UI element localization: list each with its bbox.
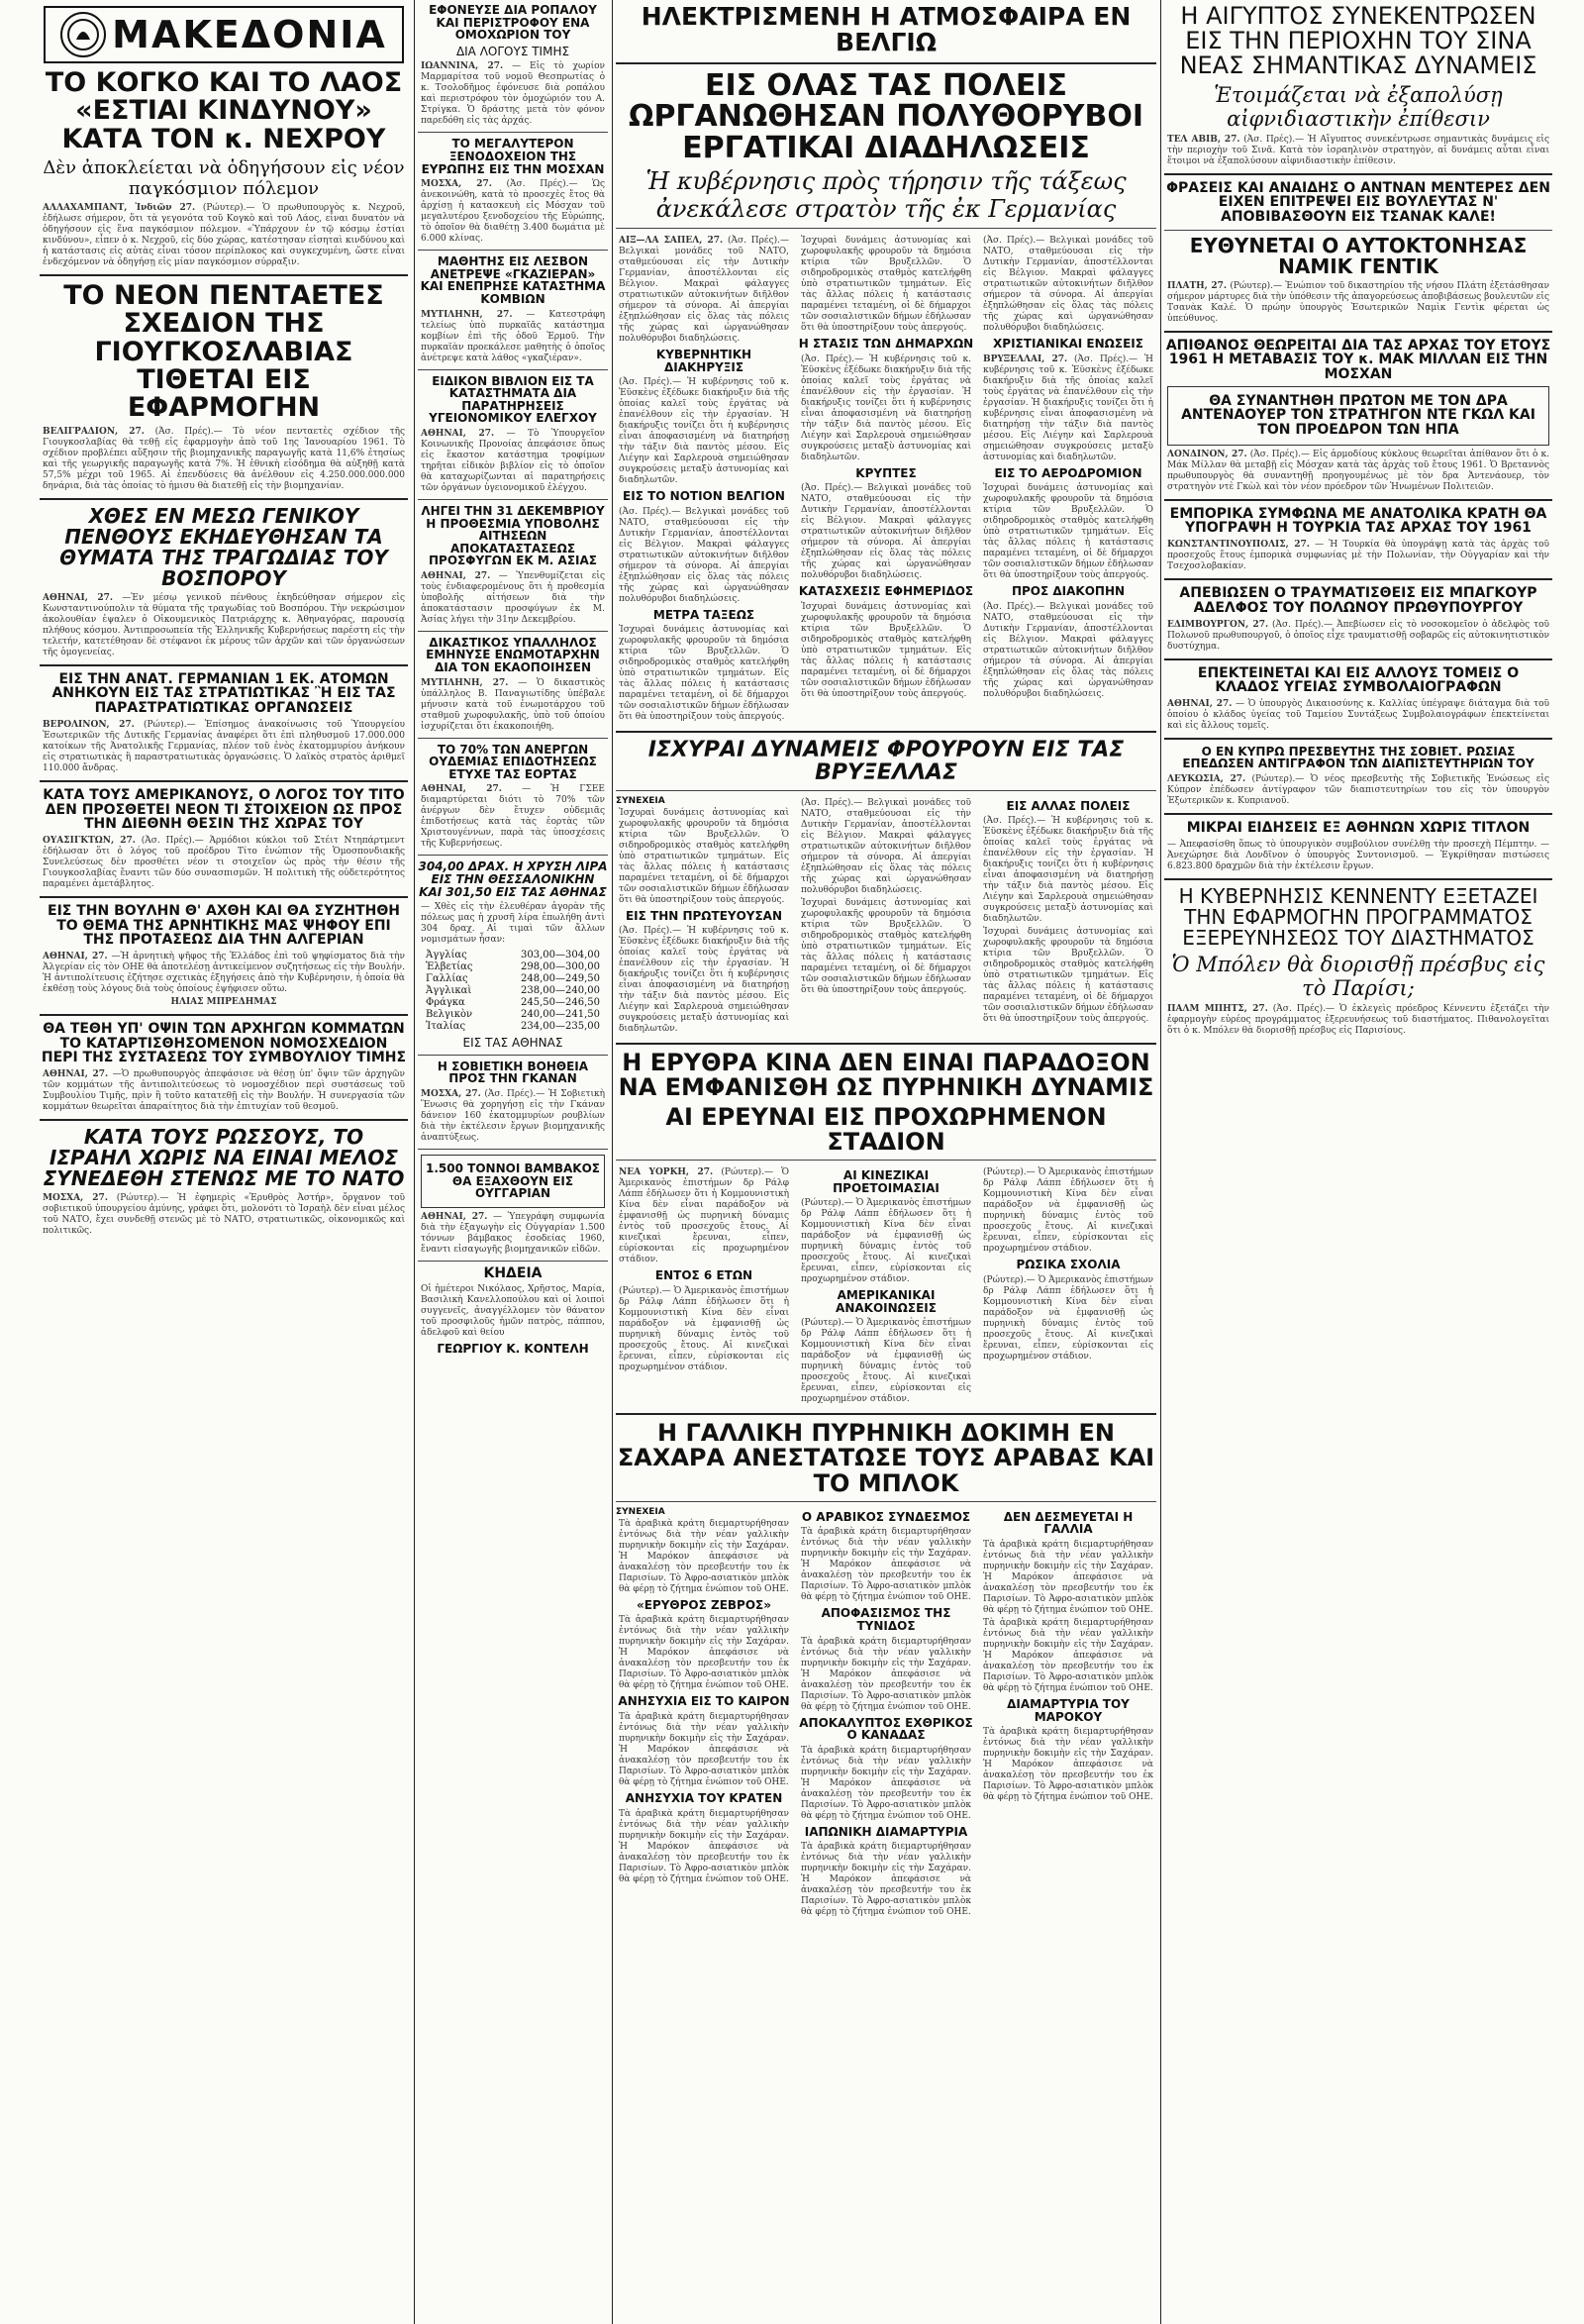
divider (616, 1043, 1156, 1045)
price-table (426, 950, 600, 1033)
divider (616, 1501, 1156, 1502)
headline: ΗΛΕΚΤΡΙΣΜΕΝΗ Η ΑΤΜΟΣΦΑΙΡΑ ΕΝ ΒΕΛΓΙΩ (641, 2, 1132, 57)
headline: ΤΟ ΚΟΓΚΟ ΚΑΙ ΤΟ ΛΑΟΣ «ΕΣΤΙΑΙ ΚΙΝΔΥΝΟΥ» ΚΑΤΑ ΤΟΝ κ. ΝΕΧΡΟΥ (45, 67, 403, 154)
article-text: — Χθὲς εἰς τὴν ἐλευθέραν ἀγορὰν τῆς πόλεως μας ἡ χρυσῆ λίρα ἐπωλήθη ἀντὶ 304 δραχ. Αἱ τιμαὶ τῶν ἄλλων νομισμάτων ἦσαν: (421, 902, 605, 946)
section-heading: ΙΑΠΩΝΙΚΗ ΔΙΑΜΑΡΤΥΡΙΑ (804, 1824, 968, 1839)
article-text: (Ρώυτερ).— Ὁ Ἀμερικανὸς ἐπιστήμων δρ Ράλφ Λάππ ἐδήλωσεν ὅτι ἡ Κομμουνιστικὴ Κίνα δὲν εἶναι παράδοξον νὰ ἐμφανισθῇ ὡς πυρηνικὴ δύναμις ἐντὸς τοῦ προσεχοῦς ἔτους. Αἱ κινεζικαὶ ἔρευναι, εἶπεν, εὑρίσκονται εἰς προχωρημένον στάδιον. (801, 1198, 971, 1285)
article-text: Ἰσχυραὶ δυνάμεις ἀστυνομίας καὶ χωροφυλακῆς φρουροῦν τὰ δημόσια κτίρια τῶν Βρυξελλῶν. Ὁ σιδηροδρομικὸς σταθμὸς κατελήφθη ὑπὸ στρατιωτικῶν τμημάτων. Εἰς τὰς ἄλλας πόλεις ἡ κατάστασις παραμένει τεταμένη, οἱ δὲ δήμαρχοι τῶν σοσιαλιστικῶν δήμων ἐδήλωσαν ὅτι θὰ ὑποστηρίξουν τοὺς ἀπεργούς. (801, 236, 971, 333)
section-heading: ΡΩΣΙΚΑ ΣΧΟΛΙΑ (1016, 1257, 1121, 1271)
boxed-notice (421, 1155, 605, 1208)
divider (616, 228, 1156, 229)
column-1 (40, 0, 408, 2324)
article-text: ΤΕΛ ΑΒΙΒ, 27. (Ἀσ. Πρές).— Ἡ Αἴγυπτος συνεκέντρωσε σημαντικὰς δυνάμεις εἰς τὴν περιοχὴν τοῦ Σινᾶ. Κατὰ τὸν ἰσραηλινὸν στρατηγὸν, αἱ δυνάμεις αὗται εἶναι ἕτοιμοι νὰ ἐξαπολύσουν αἰφνιδιαστικὴν ἐπίθεσιν. (1167, 134, 1549, 166)
article-column (980, 234, 1156, 725)
section-label: ΕΙΣ ΤΑΣ ΑΘΗΝΑΣ (462, 1036, 563, 1051)
headline: ΧΘΕΣ ΕΝ ΜΕΣΩ ΓΕΝΙΚΟΥ ΠΕΝΘΟΥΣ ΕΚΗΔΕΥΘΗΣΑΝ ΤΑ ΘΥΜΑΤΑ ΤΗΣ ΤΡΑΓΩΔΙΑΣ ΤΟΥ ΒΟΣΠΟΡΟΥ (59, 503, 388, 590)
article-text: ΒΡΥΞΕΛΛΑΙ, 27. (Ἀσ. Πρές).— Ἡ κυβέρνησις τοῦ κ. Ἐϋσκὲνς ἐξέδωκε διακήρυξιν διὰ τῆς ὁποίας καλεῖ τοὺς ἐργάτας νὰ ἐπανέλθουν εἰς τὴν ἐργασίαν. Ἡ διακήρυξις τονίζει ὅτι ἡ κυβέρνησις εἶναι ἀποφασισμένη νὰ διατηρήσῃ τὴν τάξιν διὰ παντὸς μέσου. Εἰς Λιέγην καὶ Σαρλερουὰ σημειώθησαν συγκρούσεις μεταξὺ ἀστυνομίας καὶ διαδηλωτῶν. (983, 354, 1153, 462)
emblem-icon (60, 12, 106, 57)
article-text: (Ρώυτερ).— Ὁ Ἀμερικανὸς ἐπιστήμων δρ Ράλφ Λάππ ἐδήλωσεν ὅτι ἡ Κομμουνιστικὴ Κίνα δὲν εἶναι παράδοξον νὰ ἐμφανισθῇ ὡς πυρηνικὴ δύναμις ἐντὸς τοῦ προσεχοῦς ἔτους. Αἱ κινεζικαὶ ἔρευναι, εἶπεν, εὑρίσκονται εἰς προχωρημένον στάδιον. (983, 1274, 1153, 1362)
divider (40, 498, 408, 500)
article-text: (Ἀσ. Πρές).— Βελγικαὶ μονάδες τοῦ ΝΑΤΟ, σταθμεύουσαι εἰς τὴν Δυτικὴν Γερμανίαν, ἀποστέλλονται εἰς Βέλγιον. Μακραὶ φάλαγγες στρατιωτικῶν αὐτοκινήτων διῆλθον σήμερον τὰ σύνορα. Αἱ ἀπεργίαι ἐξηπλώθησαν εἰς ὅλας τὰς πόλεις τῆς χώρας καὶ ὡργανώθησαν πολυθόρυβοι διαδηλώσεις. (801, 483, 971, 581)
article-text: ΕΔΙΜΒΟΥΡΓΟΝ, 27. (Ἀσ. Πρές).— Ἀπεβίωσεν εἰς τὸ νοσοκομεῖον ὁ ἀδελφὸς τοῦ Πολωνοῦ πρωθυπουργοῦ, ὁ ὁποῖος εἶχε τραυματισθῇ σοβαρῶς εἰς αὐτοκινητιστικὸν δυστύχημα. (1167, 619, 1549, 652)
article-text: ΑΙΞ—ΛΑ ΣΑΠΕΛ, 27. (Ἀσ. Πρές).— Βελγικαὶ μονάδες τοῦ ΝΑΤΟ, σταθμεύουσαι εἰς τὴν Δυτικὴν Γερμανίαν, ἀποστέλλονται εἰς Βέλγιον. Μακραὶ φάλαγγες στρατιωτικῶν αὐτοκινήτων διῆλθον σήμερον τὰ σύνορα. Αἱ ἀπεργίαι ἐξηπλώθησαν εἰς ὅλας τὰς πόλεις τῆς χώρας καὶ ὡργανώθησαν πολυθόρυβοι διαδηλώσεις. (619, 236, 789, 344)
column-4 (1164, 0, 1552, 2324)
masthead (44, 6, 404, 63)
section-heading: ΧΡΙΣΤΙΑΝΙΚΑΙ ΕΝΩΣΕΙΣ (993, 337, 1143, 351)
article-text: ΑΘΗΝΑΙ, 27. — Ὑπενθυμίζεται εἰς τοὺς ἐνδιαφερομένους ὅτι ἡ προθεσμία ὑποβολῆς αἰτήσεων διὰ τὴν ἀποκατάστασιν προσφύγων ἐκ Μ. Ἀσίας λήγει τὴν 31ην Δεκεμβρίου. (421, 570, 605, 625)
price-row: Ἀγγλικαὶ 238,00—240,00 (426, 985, 600, 997)
divider (616, 1160, 1156, 1161)
article-text: ΒΕΛΙΓΡΑΔΙΟΝ, 27. (Ἀσ. Πρές).— Τὸ νέον πενταετὲς σχέδιον τῆς Γιουγκοσλαβίας θὰ τεθῇ εἰς ἐφαρμογὴν ἀπὸ τοῦ 1ης Ἰανουαρίου 1961. Τὸ σχέδιον προβλέπει αὔξησιν τῆς βιομηχανικῆς παραγωγῆς κατὰ 11,6% ἐτησίως καὶ τῆς γεωργικῆς παραγωγῆς κατὰ 7%. Ἡ ἐθνικὴ εἰσόδημα θὰ αὐξηθῇ κατὰ 57,5% μέχρι τοῦ 1965. Αἱ ἐπενδύσεις θὰ ἀνέλθουν εἰς 4.250.000.000.000 δηνάρια, διὰ τὰς ὁποίας τὸ ἡμισυ θὰ διατεθῇ εἰς τὴν βιομηχανίαν. (43, 426, 406, 491)
divider (418, 855, 608, 856)
headline: ΕΙΣ ΤΗΝ ΒΟΥΛΗΝ Θ' ΑΧΘΗ ΚΑΙ ΘΑ ΣΥΖΗΤΗΘΗ ΤΟ ΘΕΜΑ ΤΗΣ ΑΡΝΗΤΙΚΗΣ ΜΑΣ ΨΗΦΟΥ ΕΠΙ ΤΗΣ ΠΡΟΤΑΣΕΩΣ ΔΙΑ ΤΗΝ ΑΛΓΕΡΙΑΝ (48, 902, 400, 949)
subheadline: Δὲν ἀποκλείεται νὰ ὁδηγήσουν εἰς νέον παγκόσμιον πόλεμον (43, 157, 405, 200)
divider (40, 274, 408, 276)
article-text: (Ρώυτερ).— Ὁ Ἀμερικανὸς ἐπιστήμων δρ Ράλφ Λάππ ἐδήλωσεν ὅτι ἡ Κομμουνιστικὴ Κίνα δὲν εἶναι παράδοξον νὰ ἐμφανισθῇ ὡς πυρηνικὴ δύναμις ἐντὸς τοῦ προσεχοῦς ἔτους. Αἱ κινεζικαὶ ἔρευναι, εἶπεν, εὑρίσκονται εἰς προχωρημένον στάδιον. (619, 1285, 789, 1372)
article-text: ΜΥΤΙΛΗΝΗ, 27. — Κατεστράφη τελείως ὑπὸ πυρκαϊᾶς κατάστημα κομβίων ἐπὶ τῆς ὁδοῦ Ἐρμοῦ. Τὴν πυρκαϊὰν προεκάλεσε μαθητὴς ὁ ὁποῖος ἀνέτρεψε κατὰ λάθος «γκαζιέραν». (421, 309, 605, 363)
section-heading: Ο ΑΡΑΒΙΚΟΣ ΣΥΝΔΕΣΜΟΣ (801, 1509, 971, 1524)
section-heading: «ΕΡΥΘΡΟΣ ΖΕΒΡΟΣ» (637, 1597, 771, 1612)
article-text: (Ἀσ. Πρές).— Βελγικαὶ μονάδες τοῦ ΝΑΤΟ, σταθμεύουσαι εἰς τὴν Δυτικὴν Γερμανίαν, ἀποστέλλονται εἰς Βέλγιον. Μακραὶ φάλαγγες στρατιωτικῶν αὐτοκινήτων διῆλθον σήμερον τὰ σύνορα. Αἱ ἀπεργίαι ἐξηπλώθησαν εἰς ὅλας τὰς πόλεις τῆς χώρας καὶ ὡργανώθησαν πολυθόρυβοι διαδηλώσεις. (983, 601, 1153, 699)
article-text: (Ρώυτερ).— Ὁ Ἀμερικανὸς ἐπιστήμων δρ Ράλφ Λάππ ἐδήλωσεν ὅτι ἡ Κομμουνιστικὴ Κίνα δὲν εἶναι παράδοξον νὰ ἐμφανισθῇ ὡς πυρηνικὴ δύναμις ἐντὸς τοῦ προσεχοῦς ἔτους. Αἱ κινεζικαὶ ἔρευναι, εἶπεν, εὑρίσκονται εἰς προχωρημένον στάδιον. (801, 1318, 971, 1405)
section-heading: ΑΝΗΣΥΧΙΑ ΕΙΣ ΤΟ ΚΑΙΡΟΝ (618, 1694, 790, 1709)
headline: ΘΑ ΣΥΝΑΝΤΗΘΗ ΠΡΩΤΟΝ ΜΕ ΤΟΝ ΔΡΑ ΑΝΤΕΝΑΟΥΕΡ ΤΟΝ ΣΤΡΑΤΗΓΟΝ ΝΤΕ ΓΚΩΛ ΚΑΙ ΤΟΝ ΠΡΟΕΔΡΟΝ ΤΩΝ ΗΠΑ (1181, 392, 1535, 439)
article-text: Ἰσχυραὶ δυνάμεις ἀστυνομίας καὶ χωροφυλακῆς φρουροῦν τὰ δημόσια κτίρια τῶν Βρυξελλῶν. Ὁ σιδηροδρομικὸς σταθμὸς κατελήφθη ὑπὸ στρατιωτικῶν τμημάτων. Εἰς τὰς ἄλλας πόλεις ἡ κατάστασις παραμένει τεταμένη, οἱ δὲ δήμαρχοι τῶν σοσιαλιστικῶν δήμων ἐδήλωσαν ὅτι θὰ ὑποστηρίξουν τοὺς ἀπεργούς. (801, 601, 971, 699)
article-column (798, 796, 974, 1038)
section-heading: Η ΣΤΑΣΙΣ ΤΩΝ ΔΗΜΑΡΧΩΝ (798, 337, 974, 351)
headline: ΙΣΧΥΡΑΙ ΔΥΝΑΜΕΙΣ ΦΡΟΥΡΟΥΝ ΕΙΣ ΤΑΣ ΒΡΥΞΕΛΛΑΣ (647, 738, 1125, 786)
column-divider (612, 0, 613, 2324)
article-text: Τὰ ἀραβικὰ κράτη διεμαρτυρήθησαν ἐντόνως διὰ τὴν νέαν γαλλικὴν πυρηνικὴν δοκιμὴν εἰς τὴν Σαχάραν. Ἡ Μαρόκον ἀπεφάσισε νὰ ἀνακαλέσῃ τὸν πρεσβευτήν του ἐκ Παρισίων. Τὸ Ἀφρο-ασιατικὸν μπλὸκ θὰ φέρῃ τὸ ζήτημα ἐνώπιον τοῦ ΟΗΕ. (983, 1618, 1153, 1694)
headline: Η ΣΟΒΙΕΤΙΚΗ ΒΟΗΘΕΙΑ ΠΡΟΣ ΤΗΝ ΓΚΑΝΑΝ (437, 1059, 589, 1086)
section-heading: ΑΠΟΦΑΣΙΣΜΟΣ ΤΗΣ ΤΥΝΙΔΟΣ (821, 1606, 951, 1634)
continuation-label: ΣΥΝΕΧΕΙΑ (616, 795, 665, 806)
article-text: ΙΩΑΝΝΙΝΑ, 27. — Εἰς τὸ χωρίον Μαρμαρίτσα τοῦ νομοῦ Θεσπρωτίας ὁ κ. Τσολοδῆμος ἐφόνευσε διὰ ροπάλου καὶ περιστρόφου τὸν ὁμοχώριόν του Α. Στρίγκα. Ὁ δράστης μετὰ τὸν φόνον παρεδόθη εἰς τὰς ἀρχάς. (421, 61, 605, 127)
article-text: ΑΘΗΝΑΙ, 27. — Ὑπεγράφη συμφωνία διὰ τὴν ἐξαγωγὴν εἰς Οὐγγαρίαν 1.500 τόννων βάμβακος ἐσοδείας 1960, ἔναντι εἰσαγωγῆς βιομηχανικῶν εἰδῶν. (421, 1211, 605, 1255)
article-columns (616, 234, 1156, 725)
headline: 304,00 ΔΡΑΧ. Η ΧΡΥΣΗ ΛΙΡΑ ΕΙΣ ΤΗΝ ΘΕΣΣΑΛΟΝΙΚΗΝ ΚΑΙ 301,50 ΕΙΣ ΤΑΣ ΑΘΗΝΑΣ (418, 859, 608, 899)
divider (616, 731, 1156, 733)
divider (418, 631, 608, 632)
article-text: ΜΥΤΙΛΗΝΗ, 27. — Ὁ δικαστικὸς ὑπάλληλος Β. Παναγιωτίδης ὑπέβαλε μήνυσιν κατὰ τοῦ ἐνωμοτάρχου τοῦ σταθμοῦ χωροφυλακῆς, ὑπὸ τοῦ ὁποίου ἰσχυρίζεται ὅτι ἐκακοποιήθη. (421, 677, 605, 732)
headline: Η ΑΙΓΥΠΤΟΣ ΣΥΝΕΚΕΝΤΡΩΣΕΝ ΕΙΣ ΤΗΝ ΠΕΡΙΟΧΗΝ ΤΟΥ ΣΙΝΑ ΝΕΑΣ ΣΗΜΑΝΤΙΚΑΣ ΔΥΝΑΜΕΙΣ (1179, 2, 1537, 80)
section-heading: ΑΙ ΚΙΝΕΖΙΚΑΙ ΠΡΟΕΤΟΙΜΑΣΙΑΙ (833, 1167, 940, 1195)
article-text: Τὰ ἀραβικὰ κράτη διεμαρτυρήθησαν ἐντόνως διὰ τὴν νέαν γαλλικὴν πυρηνικὴν δοκιμὴν εἰς τὴν Σαχάραν. Ἡ Μαρόκον ἀπεφάσισε νὰ ἀνακαλέσῃ τὸν πρεσβευτήν του ἐκ Παρισίων. Τὸ Ἀφρο-ασιατικὸν μπλὸκ θὰ φέρῃ τὸ ζήτημα ἐνώπιον τοῦ ΟΗΕ. (983, 1727, 1153, 1803)
article-text: Τὰ ἀραβικὰ κράτη διεμαρτυρήθησαν ἐντόνως διὰ τὴν νέαν γαλλικὴν πυρηνικὴν δοκιμὴν εἰς τὴν Σαχάραν. Ἡ Μαρόκον ἀπεφάσισε νὰ ἀνακαλέσῃ τὸν πρεσβευτήν του ἐκ Παρισίων. Τὸ Ἀφρο-ασιατικὸν μπλὸκ θὰ φέρῃ τὸ ζήτημα ἐνώπιον τοῦ ΟΗΕ. (619, 1808, 789, 1884)
article-text: (Ἀσ. Πρές).— Ἡ κυβέρνησις τοῦ κ. Ἐϋσκὲνς ἐξέδωκε διακήρυξιν διὰ τῆς ὁποίας καλεῖ τοὺς ἐργάτας νὰ ἐπανέλθουν εἰς τὴν ἐργασίαν. Ἡ διακήρυξις τονίζει ὅτι ἡ κυβέρνησις εἶναι ἀποφασισμένη νὰ διατηρήσῃ τὴν τάξιν διὰ παντὸς μέσου. Εἰς Λιέγην καὶ Σαρλερουὰ σημειώθησαν συγκρούσεις μεταξὺ ἀστυνομίας καὶ διαδηλωτῶν. (801, 354, 971, 462)
column-divider (414, 0, 415, 2324)
article-column (616, 1507, 792, 1921)
headline: Ο ΕΝ ΚΥΠΡΩ ΠΡΕΣΒΕΥΤΗΣ ΤΗΣ ΣΟΒΙΕΤ. ΡΩΣΙΑΣ ΕΠΕΔΩΣΕΝ ΑΝΤΙΓΡΑΦΟΝ ΤΩΝ ΔΙΑΠΙΣΤΕΥΤΗΡΙΩΝ ΤΟΥ (1182, 744, 1534, 771)
article-text: (Ρώυτερ).— Ὁ Ἀμερικανὸς ἐπιστήμων δρ Ράλφ Λάππ ἐδήλωσεν ὅτι ἡ Κομμουνιστικὴ Κίνα δὲν εἶναι παράδοξον νὰ ἐμφανισθῇ ὡς πυρηνικὴ δύναμις ἐντὸς τοῦ προσεχοῦς ἔτους. Αἱ κινεζικαὶ ἔρευναι, εἶπεν, εὑρίσκονται εἰς προχωρημένον στάδιον. (983, 1166, 1153, 1254)
price-row: Ἑλβετίας 298,00—300,00 (426, 961, 600, 973)
section-heading: ΚΡΥΠΤΕΣ (855, 465, 917, 480)
divider (1164, 173, 1552, 175)
article-text: (Ἀσ. Πρές).— Ἡ κυβέρνησις τοῦ κ. Ἐϋσκὲνς ἐξέδωκε διακήρυξιν διὰ τῆς ὁποίας καλεῖ τοὺς ἐργάτας νὰ ἐπανέλθουν εἰς τὴν ἐργασίαν. Ἡ διακήρυξις τονίζει ὅτι ἡ κυβέρνησις εἶναι ἀποφασισμένη νὰ διατηρήσῃ τὴν τάξιν διὰ παντὸς μέσου. Εἰς Λιέγην καὶ Σαρλερουὰ σημειώθησαν συγκρούσεις μεταξὺ ἀστυνομίας καὶ διαδηλωτῶν. (619, 926, 789, 1035)
price-row: Γαλλίας 248,00—249,50 (426, 973, 600, 985)
article-text: ΜΟΣΧΑ, 27. (Ρώυτερ).— Ἡ ἐφημερὶς «Ἐρυθρὸς Ἀστήρ», ὄργανον τοῦ σοβιετικοῦ ὑπουργείου ἀμύνης, γράφει ὅτι, μολονότι τὸ Ἰσραὴλ δὲν εἶναι μέλος τοῦ ΝΑΤΟ, ἔχει συνδεθῇ στενῶς μὲ τὸ ΝΑΤΟ, στρατιωτικῶς, οἰκονομικῶς καὶ πολιτικῶς. (43, 1193, 405, 1236)
article-column (616, 234, 792, 725)
article-text: ΒΕΡΟΛΙΝΟΝ, 27. (Ρώυτερ).— Ἐπίσημος ἀνακοίνωσις τοῦ Ὑπουργείου Ἐσωτερικῶν τῆς Δυτικῆς Γερμανίας ἀναφέρει ὅτι ἐπὶ πληθυσμοῦ 17.000.000 κατοίκων τῆς Ἀνατολικῆς Γερμανίας, πλέον τοῦ ἑνὸς ἑκατομμυρίου ἀνήκουν εἰς στρατιωτικὰς ἢ παραστρατιωτικὰς ὀργανώσεις. Ὁ λαϊκὸς στρατὸς ἀριθμεῖ 110.000 ἄνδρας. (43, 719, 405, 773)
byline: ΗΛΙΑΣ ΜΠΡΕΔΗΜΑΣ (170, 996, 277, 1007)
divider (616, 1413, 1156, 1415)
article-column (798, 1507, 974, 1921)
section-heading: ΠΡΟΣ ΔΙΑΚΟΠΗΝ (1011, 584, 1126, 599)
divider (418, 250, 608, 251)
divider (40, 1014, 408, 1016)
headline: ΑΠΙΘΑΝΟΣ ΘΕΩΡΕΙΤΑΙ ΔΙΑ ΤΑΣ ΑΡΧΑΣ ΤΟΥ ΕΤΟΥΣ 1961 Η ΜΕΤΑΒΑΣΙΣ ΤΟΥ κ. ΜΑΚ ΜΙΛΛΑΝ ΕΙΣ ΤΗΝ ΜΟΣΧΑΝ (1165, 337, 1551, 382)
article-column (980, 1165, 1156, 1407)
headline: ΑΠΕΒΙΩΣΕΝ Ο ΤΡΑΥΜΑΤΙΣΘΕΙΣ ΕΙΣ ΜΠΑΓΚΟΥΡ ΑΔΕΛΦΟΣ ΤΟΥ ΠΟΛΩΝΟΥ ΠΡΩΘΥΠΟΥΡΓΟΥ (1179, 585, 1537, 616)
article-column (980, 796, 1156, 1038)
section-heading: ΕΙΣ ΤΟ ΝΟΤΙΟΝ ΒΕΛΓΙΟΝ (623, 489, 785, 504)
masthead-title: ΜΑΚΕΔΟΝΙΑ (112, 13, 387, 56)
headline: ΕΥΘΥΝΕΤΑΙ Ο ΑΥΤΟΚΤΟΝΗΣΑΣ ΝΑΜΙΚ ΓΕΝΤΙΚ (1189, 233, 1528, 278)
article-text: ΛΟΝΔΙΝΟΝ, 27. (Ἀσ. Πρές).— Εἰς ἁρμοδίους κύκλους θεωρεῖται ἀπίθανον ὅτι ὁ κ. Μάκ Μίλλαν θὰ μεταβῇ εἰς Μόσχαν κατὰ τὰς ἀρχὰς τοῦ ἔτους 1961. Ὁ Βρεταννὸς πρωθυπουργὸς θὰ συναντηθῇ προηγουμένως μὲ τὸν δρα Ἀντενάουερ, τὸν στρατηγὸν ντὲ Γκὼλ καὶ τὸν νέον πρόεδρον τῶν Ἡνωμένων Πολιτειῶν. (1167, 449, 1549, 492)
article-text: ΝΕΑ ΥΟΡΚΗ, 27. (Ρώυτερ).— Ὁ Ἀμερικανὸς ἐπιστήμων δρ Ράλφ Λάππ ἐδήλωσεν ὅτι ἡ Κομμουνιστικὴ Κίνα δὲν εἶναι παράδοξον νὰ ἐμφανισθῇ ὡς πυρηνικὴ δύναμις ἐντὸς τοῦ προσεχοῦς ἔτους. Αἱ κινεζικαὶ ἔρευναι, εἶπεν, εὑρίσκονται εἰς προχωρημένον στάδιον. (619, 1166, 789, 1264)
section-heading: ΑΠΟΚΑΛΥΠΤΟΣ ΕΧΘΡΙΚΟΣ Ο ΚΑΝΑΔΑΣ (799, 1715, 973, 1743)
article-text: Ἰσχυραὶ δυνάμεις ἀστυνομίας καὶ χωροφυλακῆς φρουροῦν τὰ δημόσια κτίρια τῶν Βρυξελλῶν. Ὁ σιδηροδρομικὸς σταθμὸς κατελήφθη ὑπὸ στρατιωτικῶν τμημάτων. Εἰς τὰς ἄλλας πόλεις ἡ κατάστασις παραμένει τεταμένη, οἱ δὲ δήμαρχοι τῶν σοσιαλιστικῶν δήμων ἐδήλωσαν ὅτι θὰ ὑποστηρίξουν τοὺς ἀπεργούς. (619, 807, 789, 905)
headline: ΤΟ 70% ΤΩΝ ΑΝΕΡΓΩΝ ΟΥΔΕΜΙΑΣ ΕΠΙΔΟΤΗΣΕΩΣ ΕΤΥΧΕ ΤΑΣ ΕΟΡΤΑΣ (429, 742, 597, 781)
headline: ΕΙΣ ΟΛΑΣ ΤΑΣ ΠΟΛΕΙΣ ΩΡΓΑΝΩΘΗΣΑΝ ΠΟΛΥΘΟΡΥΒΟΙ ΕΡΓΑΤΙΚΑΙ ΔΙΑΔΗΛΩΣΕΙΣ (628, 67, 1144, 165)
article-text: ΚΩΝΣΤΑΝΤΙΝΟΥΠΟΛΙΣ, 27. — Ἡ Τουρκία θὰ ὑπογράψῃ κατὰ τὰς ἀρχὰς τοῦ προσεχοῦς ἔτους ἐμπορικὰ συμφωνίας μὲ τὴν Πολωνίαν, τὴν Οὐγγαρίαν καὶ τὴν Τσεχοσλοβακίαν. (1167, 540, 1549, 572)
divider (1164, 658, 1552, 660)
continuation-label: ΣΥΝΕΧΕΙΑ (616, 1506, 665, 1517)
subheadline: Ἑτοιμάζεται νὰ ἐξαπολύσῃ αἰφνιδιαστικὴν ἐπίθεσιν (1214, 82, 1503, 131)
article-text: ΑΘΗΝΑΙ, 27. —Ὁ πρωθυπουργὸς ἀπεφάσισε νὰ θέσῃ ὑπ' ὄψιν τῶν ἀρχηγῶν τῶν κομμάτων τῆς ἀντιπολιτεύσεως τὸ νομοσχέδιον περὶ συστάσεως τοῦ Συμβουλίου Τιμῆς, πρὶν ἢ τοῦτο κατατεθῇ εἰς τὴν Βουλήν. Ἡ συνεργασία τῶν κομμάτων θεωρεῖται ἀπαραίτητος διὰ τὴν ἐπιτυχίαν τοῦ θεσμοῦ. (43, 1069, 405, 1112)
article-text: (Ἀσ. Πρές).— Βελγικαὶ μονάδες τοῦ ΝΑΤΟ, σταθμεύουσαι εἰς τὴν Δυτικὴν Γερμανίαν, ἀποστέλλονται εἰς Βέλγιον. Μακραὶ φάλαγγες στρατιωτικῶν αὐτοκινήτων διῆλθον σήμερον τὰ σύνορα. Αἱ ἀπεργίαι ἐξηπλώθησαν εἰς ὅλας τὰς πόλεις τῆς χώρας καὶ ὡργανώθησαν πολυθόρυβοι διαδηλώσεις. (619, 506, 789, 604)
section-heading: ΔΕΝ ΔΕΣΜΕΥΕΤΑΙ Η ΓΑΛΛΙΑ (1003, 1509, 1134, 1537)
column-divider (1160, 0, 1161, 2324)
boxed-headline (1167, 386, 1549, 446)
section-heading: ΑΜΕΡΙΚΑΝΙΚΑΙ ΑΝΑΚΟΙΝΩΣΕΙΣ (836, 1288, 937, 1315)
article-text: Τὰ ἀραβικὰ κράτη διεμαρτυρήθησαν ἐντόνως διὰ τὴν νέαν γαλλικὴν πυρηνικὴν δοκιμὴν εἰς τὴν Σαχάραν. Ἡ Μαρόκον ἀπεφάσισε νὰ ἀνακαλέσῃ τὸν πρεσβευτήν του ἐκ Παρισίων. Τὸ Ἀφρο-ασιατικὸν μπλὸκ θὰ φέρῃ τὸ ζήτημα ἐνώπιον τοῦ ΟΗΕ. (801, 1745, 971, 1821)
article-text: ΑΛΛΑΧΑΜΠΑΝΤ, Ἰνδιῶν 27. (Ρώυτερ).— Ὁ πρωθυπουργὸς κ. Νεχροῦ, ἐδήλωσε σήμερον, ὅτι τὰ γεγονότα τοῦ Κογκὸ καὶ τοῦ Λάος, εἶναι δυνατὸν νὰ ὁδηγήσουν εἰς ἕνα παγκόσμιον πόλεμον. «Ὑπάρχουν ἐν τῷ κόσμῳ ἑστίαι κινδύνου», εἶπεν ὁ κ. Νεχροῦ, εἰς δύο χώρας, κατέστησαν εἰσηταὶ κινδύνου καὶ ἡ κατάστασις εἰς αὐτὰς εἶναι τόσον περίπλοκος καὶ συγκεχυμένη, ὥστε εἶναι ἐνδεχόμενον νὰ ὁδηγήσῃ εἰς μίαν παγκόσμιον σύρραξιν. (43, 203, 405, 268)
article-text: — Ἀπεφασίσθη ὅπως τὸ ὑπουργικὸν συμβούλιον συνέλθῃ τὴν προσεχὴ Πέμπτην. — Ἀνεχώρησε διὰ Λονδῖνον ὁ ὑπουργὸς Συντονισμοῦ. — Ἐγκρίθησαν πιστώσεις 6.823.800 δραχμῶν διὰ τὴν ἐκτέλεσιν ἔργων. (1167, 839, 1549, 871)
headline: Η ΓΑΛΛΙΚΗ ΠΥΡΗΝΙΚΗ ΔΟΚΙΜΗ ΕΝ ΣΑΧΑΡΑ ΑΝΕΣΤΑΤΩΣΕ ΤΟΥΣ ΑΡΑΒΑΣ ΚΑΙ ΤΟ ΜΠΛΟΚ (617, 1419, 1155, 1497)
divider (418, 1261, 608, 1262)
article-text: ΠΛΑΤΗ, 27. (Ρώυτερ).— Ἐνώπιον τοῦ δικαστηρίου τῆς νήσου Πλάτη ἐξετάσθησαν σήμερον μάρτυρες διὰ τὴν ὑπόθεσιν τῆς ἀπαγορεύσεως ἀποβιβάσεως βουλευτῶν εἰς Τσανὰκ Καλέ. Ὁ πρώην ὑπουργὸς Ἐσωτερικῶν Ναμὶκ Γεντὶκ φέρεται ὡς ὑπεύθυνος. (1167, 280, 1549, 324)
headline: ΚΗΔΕΙΑ (483, 1264, 543, 1281)
price-row: Βελγικὸν 240,00—241,50 (426, 1009, 600, 1021)
article-text: Τὰ ἀραβικὰ κράτη διεμαρτυρήθησαν ἐντόνως διὰ τὴν νέαν γαλλικὴν πυρηνικὴν δοκιμὴν εἰς τὴν Σαχάραν. Ἡ Μαρόκον ἀπεφάσισε νὰ ἀνακαλέσῃ τὸν πρεσβευτήν του ἐκ Παρισίων. Τὸ Ἀφρο-ασιατικὸν μπλὸκ θὰ φέρῃ τὸ ζήτημα ἐνώπιον τοῦ ΟΗΕ. (619, 1518, 789, 1594)
headline: ΚΑΤΑ ΤΟΥΣ ΡΩΣΣΟΥΣ, ΤΟ ΙΣΡΑΗΛ ΧΩΡΙΣ ΝΑ ΕΙΝΑΙ ΜΕΛΟΣ ΣΥΝΕΔΕΘΗ ΣΤΕΝΩΣ ΜΕ ΤΟ ΝΑΤΟ (43, 1125, 405, 1190)
article-text: Ἰσχυραὶ δυνάμεις ἀστυνομίας καὶ χωροφυλακῆς φρουροῦν τὰ δημόσια κτίρια τῶν Βρυξελλῶν. Ὁ σιδηροδρομικὸς σταθμὸς κατελήφθη ὑπὸ στρατιωτικῶν τμημάτων. Εἰς τὰς ἄλλας πόλεις ἡ κατάστασις παραμένει τεταμένη, οἱ δὲ δήμαρχοι τῶν σοσιαλιστικῶν δήμων ἐδήλωσαν ὅτι θὰ ὑποστηρίξουν τοὺς ἀπεργούς. (983, 927, 1153, 1025)
headline: ΕΠΕΚΤΕΙΝΕΤΑΙ ΚΑΙ ΕΙΣ ΑΛΛΟΥΣ ΤΟΜΕΙΣ Ο ΚΛΑΔΟΣ ΥΓΕΙΑΣ ΣΥΜΒΟΛΑΙΟΓΡΑΦΩΝ (1197, 664, 1520, 696)
divider (1164, 499, 1552, 501)
divider (1164, 230, 1552, 231)
article-column (980, 1507, 1156, 1921)
price-row: Ἀγγλίας 303,00—304,00 (426, 950, 600, 961)
section-heading: ΚΥΒΕΡΝΗΤΙΚΗ ΔΙΑΚΗΡΥΞΙΣ (655, 348, 752, 374)
divider (616, 790, 1156, 791)
article-columns (616, 796, 1156, 1038)
divider (418, 499, 608, 500)
headline: ΛΗΓΕΙ ΤΗΝ 31 ΔΕΚΕΜΒΡΙΟΥ Η ΠΡΟΘΕΣΜΙΑ ΥΠΟΒΟΛΗΣ ΑΙΤΗΣΕΩΝ ΑΠΟΚΑΤΑΣΤΑΣΕΩΣ ΠΡΟΣΦΥΓΩΝ ΕΚ Μ. ΑΣΙΑΣ (421, 503, 605, 568)
article-text: Τὰ ἀραβικὰ κράτη διεμαρτυρήθησαν ἐντόνως διὰ τὴν νέαν γαλλικὴν πυρηνικὴν δοκιμὴν εἰς τὴν Σαχάραν. Ἡ Μαρόκον ἀπεφάσισε νὰ ἀνακαλέσῃ τὸν πρεσβευτήν του ἐκ Παρισίων. Τὸ Ἀφρο-ασιατικὸν μπλὸκ θὰ φέρῃ τὸ ζήτημα ἐνώπιον τοῦ ΟΗΕ. (619, 1615, 789, 1691)
divider (40, 664, 408, 666)
divider (418, 369, 608, 370)
article-text: Τὰ ἀραβικὰ κράτη διεμαρτυρήθησαν ἐντόνως διὰ τὴν νέαν γαλλικὴν πυρηνικὴν δοκιμὴν εἰς τὴν Σαχάραν. Ἡ Μαρόκον ἀπεφάσισε νὰ ἀνακαλέσῃ τὸν πρεσβευτήν του ἐκ Παρισίων. Τὸ Ἀφρο-ασιατικὸν μπλὸκ θὰ φέρῃ τὸ ζήτημα ἐνώπιον τοῦ ΟΗΕ. (801, 1527, 971, 1603)
center-section (616, 0, 1156, 2324)
article-text: (Ἀσ. Πρές).— Ἡ κυβέρνησις τοῦ κ. Ἐϋσκὲνς ἐξέδωκε διακήρυξιν διὰ τῆς ὁποίας καλεῖ τοὺς ἐργάτας νὰ ἐπανέλθουν εἰς τὴν ἐργασίαν. Ἡ διακήρυξις τονίζει ὅτι ἡ κυβέρνησις εἶναι ἀποφασισμένη νὰ διατηρήσῃ τὴν τάξιν διὰ παντὸς μέσου. Εἰς Λιέγην καὶ Σαρλερουὰ σημειώθησαν συγκρούσεις μεταξὺ ἀστυνομίας καὶ διαδηλωτῶν. (983, 816, 1153, 925)
article-text: ΑΘΗΝΑΙ, 27. — Ὁ ὑπουργὸς Δικαιοσύνης κ. Καλλίας ὑπέγραψε διάταγμα διὰ τοῦ ὁποίου ὁ κλάδος ὑγείας τοῦ Ταμείου Συντάξεως Συμβολαιογράφων ἐπεκτείνεται καὶ εἰς ἄλλους τομεῖς. (1167, 698, 1549, 731)
section-heading: ΕΝΤΟΣ 6 ΕΤΩΝ (654, 1267, 753, 1282)
article-column (616, 796, 792, 1038)
divider (40, 780, 408, 782)
subheadline: Ὁ Μπόλεν θὰ διορισθῇ πρέσβυς εἰς τὸ Παρίσι; (1171, 952, 1545, 1000)
divider (1164, 738, 1552, 740)
section-heading: ΔΙΑΜΑΡΤΥΡΙΑ ΤΟΥ ΜΑΡΟΚΟΥ (1007, 1697, 1130, 1724)
article-text: Τὰ ἀραβικὰ κράτη διεμαρτυρήθησαν ἐντόνως διὰ τὴν νέαν γαλλικὴν πυρηνικὴν δοκιμὴν εἰς τὴν Σαχάραν. Ἡ Μαρόκον ἀπεφάσισε νὰ ἀνακαλέσῃ τὸν πρεσβευτήν του ἐκ Παρισίων. Τὸ Ἀφρο-ασιατικὸν μπλὸκ θὰ φέρῃ τὸ ζήτημα ἐνώπιον τοῦ ΟΗΕ. (619, 1712, 789, 1788)
headline: Η ΕΡΥΘΡΑ ΚΙΝΑ ΔΕΝ ΕΙΝΑΙ ΠΑΡΑΔΟΞΟΝ ΝΑ ΕΜΦΑΝΙΣΘΗ ΩΣ ΠΥΡΗΝΙΚΗ ΔΥΝΑΜΙΣ (618, 1049, 1154, 1102)
headline: ΕΦΟΝΕΥΣΕ ΔΙΑ ΡΟΠΑΛΟΥ ΚΑΙ ΠΕΡΙΣΤΡΟΦΟΥ ΕΝΑ ΟΜΟΧΩΡΙΟΝ ΤΟΥ (429, 3, 597, 43)
headline: ΕΙΣ ΤΗΝ ΑΝΑΤ. ΓΕΡΜΑΝΙΑΝ 1 ΕΚ. ΑΤΟΜΩΝ ΑΝΗΚΟΥΝ ΕΙΣ ΤΑΣ ΣΤΡΑΤΙΩΤΙΚΑΣ Ἢ ΕΙΣ ΤΑΣ ΠΑΡΑΣΤΡΑΤΙΩΤΙΚΑΣ ΟΡΓΑΝΩΣΕΙΣ (51, 670, 396, 717)
article-text: Τὰ ἀραβικὰ κράτη διεμαρτυρήθησαν ἐντόνως διὰ τὴν νέαν γαλλικὴν πυρηνικὴν δοκιμὴν εἰς τὴν Σαχάραν. Ἡ Μαρόκον ἀπεφάσισε νὰ ἀνακαλέσῃ τὸν πρεσβευτήν του ἐκ Παρισίων. Τὸ Ἀφρο-ασιατικὸν μπλὸκ θὰ φέρῃ τὸ ζήτημα ἐνώπιον τοῦ ΟΗΕ. (801, 1636, 971, 1712)
section-heading: ΕΙΣ ΑΛΛΑΣ ΠΟΛΕΙΣ (1006, 798, 1131, 813)
headline: ΦΡΑΣΕΙΣ ΚΑΙ ΑΝΑΙΔΗΣ Ο ΑΝΤΝΑΝ ΜΕΝΤΕΡΕΣ ΔΕΝ ΕΙΧΕΝ ΕΠΙΤΡΕΨΕΙ ΕΙΣ ΒΟΥΛΕΥΤΑΣ Ν' ΑΠΟΒΙΒΑΣΘΟΥΝ ΕΙΣ ΤΣΑΝΑΚ ΚΑΛΕ! (1166, 179, 1550, 225)
subheadline: ΔΙΑ ΛΟΓΟΥΣ ΤΙΜΗΣ (455, 44, 570, 58)
divider (616, 62, 1156, 64)
section-heading: ΕΙΣ ΤΗΝ ΠΡΩΤΕΥΟΥΣΑΝ (625, 908, 782, 923)
article-text: Τὰ ἀραβικὰ κράτη διεμαρτυρήθησαν ἐντόνως διὰ τὴν νέαν γαλλικὴν πυρηνικὴν δοκιμὴν εἰς τὴν Σαχάραν. Ἡ Μαρόκον ἀπεφάσισε νὰ ἀνακαλέσῃ τὸν πρεσβευτήν του ἐκ Παρισίων. Τὸ Ἀφρο-ασιατικὸν μπλὸκ θὰ φέρῃ τὸ ζήτημα ἐνώπιον τοῦ ΟΗΕ. (983, 1540, 1153, 1616)
obituary-text: Οἱ ἡμέτεροι Νικόλαος, Χρῆστος, Μαρία, Βασιλικὴ Κανελλοπούλου καὶ οἱ λοιποὶ συγγενεῖς, ἀναγγέλλομεν τὸν θάνατον τοῦ προσφιλοῦς ἡμῶν πατρὸς, πάππου, ἀδελφοῦ καὶ θείου (421, 1284, 605, 1339)
divider (1164, 878, 1552, 880)
headline: ΜΑΘΗΤΗΣ ΕΙΣ ΛΕΣΒΟΝ ΑΝΕΤΡΕΨΕ «ΓΚΑΖΙΕΡΑΝ» ΚΑΙ ΕΝΕΠΡΗΣΕ ΚΑΤΑΣΤΗΜΑ ΚΟΜΒΙΩΝ (420, 254, 606, 306)
divider (1164, 813, 1552, 815)
divider (1164, 578, 1552, 580)
article-text: ΠΑΛΜ ΜΠΗΤΣ, 27. (Ἀσ. Πρές).— Ὁ ἐκλεγεὶς πρόεδρος Κέννεντυ ἐξετάζει τὴν ἐφαρμογὴν εὐρέος προγράμματος ἐξερευνήσεως τοῦ διαστήματος. Πιθανολογεῖται ὅτι ὁ κ. Μπόλεν θὰ διορισθῇ πρέσβυς εἰς Παρισίους. (1167, 1003, 1549, 1036)
article-text: (Ἀσ. Πρές).— Βελγικαὶ μονάδες τοῦ ΝΑΤΟ, σταθμεύουσαι εἰς τὴν Δυτικὴν Γερμανίαν, ἀποστέλλονται εἰς Βέλγιον. Μακραὶ φάλαγγες στρατιωτικῶν αὐτοκινήτων διῆλθον σήμερον τὰ σύνορα. Αἱ ἀπεργίαι ἐξηπλώθησαν εἰς ὅλας τὰς πόλεις τῆς χώρας καὶ ὡργανώθησαν πολυθόρυβοι διαδηλώσεις. (801, 797, 971, 895)
article-text: Τὰ ἀραβικὰ κράτη διεμαρτυρήθησαν ἐντόνως διὰ τὴν νέαν γαλλικὴν πυρηνικὴν δοκιμὴν εἰς τὴν Σαχάραν. Ἡ Μαρόκον ἀπεφάσισε νὰ ἀνακαλέσῃ τὸν πρεσβευτήν του ἐκ Παρισίων. Τὸ Ἀφρο-ασιατικὸν μπλὸκ θὰ φέρῃ τὸ ζήτημα ἐνώπιον τοῦ ΟΗΕ. (801, 1842, 971, 1918)
article-text: ΛΕΥΚΩΣΙΑ, 27. (Ρώυτερ).— Ὁ νέος πρεσβευτὴς τῆς Σοβιετικῆς Ἑνώσεως εἰς Κύπρον ἐπέδωσεν ἀντίγραφον τῶν διαπιστευτηρίων του εἰς τὸν ὑπουργὸν Ἐξωτερικῶν κ. Κυπριανοῦ. (1167, 774, 1549, 807)
article-text: (Ἀσ. Πρές).— Βελγικαὶ μονάδες τοῦ ΝΑΤΟ, σταθμεύουσαι εἰς τὴν Δυτικὴν Γερμανίαν, ἀποστέλλονται εἰς Βέλγιον. Μακραὶ φάλαγγες στρατιωτικῶν αὐτοκινήτων διῆλθον σήμερον τὰ σύνορα. Αἱ ἀπεργίαι ἐξηπλώθησαν εἰς ὅλας τὰς πόλεις τῆς χώρας καὶ ὡργανώθησαν πολυθόρυβοι διαδηλώσεις. (983, 236, 1153, 333)
headline: ΕΜΠΟΡΙΚΑ ΣΥΜΦΩΝΑ ΜΕ ΑΝΑΤΟΛΙΚΑ ΚΡΑΤΗ ΘΑ ΥΠΟΓΡΑΨΗ Η ΤΟΥΡΚΙΑ ΤΑΣ ΑΡΧΑΣ ΤΟΥ 1961 (1169, 505, 1547, 537)
divider (40, 896, 408, 898)
headline: ΑΙ ΕΡΕΥΝΑΙ ΕΙΣ ΠΡΟΧΩΡΗΜΕΝΟΝ ΣΤΑΔΙΟΝ (665, 1102, 1107, 1156)
subheadline: Ἡ κυβέρνησις πρὸς τήρησιν τῆς τάξεως ἀνεκάλεσε στρατὸν τῆς ἐκ Γερμανίας (645, 167, 1127, 223)
article-text: ΑΘΗΝΑΙ, 27. — Ἡ ΓΣΕΕ διαμαρτύρεται διότι τὸ 70% τῶν ἀνέργων δὲν ἔτυχεν οὐδεμιᾶς ἐπιδοτήσεως κατὰ τὰς ἑορτὰς τῶν Χριστουγέννων, παρὰ τὰς ὑποσχέσεις τῆς Κυβερνήσεως. (421, 784, 605, 850)
section-heading: ΑΝΗΣΥΧΙΑ ΤΟΥ ΚΡΑΤΕΝ (625, 1791, 783, 1806)
price-row: Φράγκα 245,50—246,50 (426, 997, 600, 1009)
headline: ΤΟ ΝΕΟΝ ΠΕΝΤΑΕΤΕΣ ΣΧΕΔΙΟΝ ΤΗΣ ΓΙΟΥΓΚΟΣΛΑΒΙΑΣ ΤΙΘΕΤΑΙ ΕΙΣ ΕΦΑΡΜΟΓΗΝ (63, 280, 384, 424)
article-column (798, 1165, 974, 1407)
divider (1164, 331, 1552, 333)
headline: ΤΟ ΜΕΓΑΛΥΤΕΡΟΝ ΞΕΝΟΔΟΧΕΙΟΝ ΤΗΣ ΕΥΡΩΠΗΣ ΕΙΣ ΤΗΝ ΜΟΣΧΑΝ (421, 137, 605, 176)
article-column (798, 234, 974, 725)
obituary-name: ΓΕΩΡΓΙΟΥ Κ. ΚΟΝΤΕΛΗ (437, 1342, 589, 1357)
headline: ΘΑ ΤΕΘΗ ΥΠ' ΟΨΙΝ ΤΩΝ ΑΡΧΗΓΩΝ ΚΟΜΜΑΤΩΝ ΤΟ ΚΑΤΑΡΤΙΣΘΗΣΟΜΕΝΟΝ ΝΟΜΟΣΧΕΔΙΟΝ ΠΕΡΙ ΤΗΣ ΣΥΣΤΑΣΕΩΣ ΤΟΥ ΣΥΜΒΟΥΛΙΟΥ ΤΙΜΗΣ (41, 1020, 407, 1066)
section-heading: ΜΕΤΡΑ ΤΑΞΕΩΣ (652, 607, 755, 622)
divider (418, 132, 608, 133)
headline: ΚΑΤΑ ΤΟΥΣ ΑΜΕΡΙΚΑΝΟΥΣ, Ο ΛΟΓΟΣ ΤΟΥ ΤΙΤΟ ΔΕΝ ΠΡΟΣΘΕΤΕΙ ΝΕΟΝ ΤΙ ΣΤΟΙΧΕΙΟΝ ΩΣ ΠΡΟΣ ΤΗΝ ΔΙΕΘΝΗ ΘΕΣΙΝ ΤΗΣ ΧΩΡΑΣ ΤΟΥ (43, 786, 405, 833)
article-columns (616, 1507, 1156, 1921)
headline: 1.500 ΤΟΝΝΟΙ ΒΑΜΒΑΚΟΣ ΘΑ ΕΞΑΧΘΟΥΝ ΕΙΣ ΟΥΓΓΑΡΙΑΝ (426, 1162, 600, 1201)
article-text: ΜΟΣΧΑ, 27. (Ἀσ. Πρές).— Ὡς ἀνεκοινώθη, κατὰ τὸ προσεχὲς ἔτος θὰ ἀρχίσῃ ἡ κατασκευὴ εἰς Μόσχαν τοῦ μεγαλυτέρου ξενοδοχείου τῆς Εὐρώπης, τὸ ὁποῖον θὰ διαθέτῃ 3.400 δωμάτια μὲ 6.000 κλίνας. (421, 179, 605, 245)
price-row: Ἰταλίας 234,00—235,00 (426, 1021, 600, 1033)
divider (418, 738, 608, 739)
headline: ΔΙΚΑΣΤΙΚΟΣ ΥΠΑΛΛΗΛΟΣ ΕΜΗΝΥΣΕ ΕΝΩΜΟΤΑΡΧΗΝ ΔΙΑ ΤΟΝ ΕΚΑΟΠΟΙΗΣΕΝ (426, 635, 600, 675)
article-text: ΑΘΗΝΑΙ, 27. —Ἐν μέσῳ γενικοῦ πένθους ἐκηδεύθησαν σήμερον εἰς Κωνσταντινούπολιν τὰ θύματα τῆς τραγωδίας τοῦ Βοσπόρου. Τὴν νεκρώσιμον ἀκολουθίαν ἐψαλεν ὁ Οἰκουμενικὸς Πατριάρχης κ. Ἀθηναγόρας, παρουσίᾳ πλήθους κόσμου. Ἀντιπροσωπεία τῆς Ἑλληνικῆς Κυβερνήσεως παρέστη εἰς τὴν τελετήν, κατετέθησαν δὲ στέφανοι ἐκ μέρους τῶν ἀρχῶν καὶ τῶν ὀργανώσεων τῆς ὁμογενείας. (43, 592, 405, 657)
headline: Η ΚΥΒΕΡΝΗΣΙΣ ΚΕΝΝΕΝΤΥ ΕΞΕΤΑΖΕΙ ΤΗΝ ΕΦΑΡΜΟΓΗΝ ΠΡΟΓΡΑΜΜΑΤΟΣ ΕΞΕΡΕΥΝΗΣΕΩΣ ΤΟΥ ΔΙΑΣΤΗΜΑΤΟΣ (1178, 883, 1538, 950)
article-text: (Ἀσ. Πρές).— Ἡ κυβέρνησις τοῦ κ. Ἐϋσκὲνς ἐξέδωκε διακήρυξιν διὰ τῆς ὁποίας καλεῖ τοὺς ἐργάτας νὰ ἐπανέλθουν εἰς τὴν ἐργασίαν. Ἡ διακήρυξις τονίζει ὅτι ἡ κυβέρνησις εἶναι ἀποφασισμένη νὰ διατηρήσῃ τὴν τάξιν διὰ παντὸς μέσου. Εἰς Λιέγην καὶ Σαρλερουὰ σημειώθησαν συγκρούσεις μεταξὺ ἀστυνομίας καὶ διαδηλωτῶν. (619, 377, 789, 486)
divider (418, 1149, 608, 1150)
article-columns (616, 1165, 1156, 1407)
article-column (616, 1165, 792, 1407)
column-2 (418, 0, 608, 2324)
article-text: ΑΘΗΝΑΙ, 27. — Τὸ Ὑπουργεῖον Κοινωνικῆς Προνοίας ἀπεφάσισε ὅπως εἰς ἕκαστον κατάστημα τροφίμων τηρῆται εἰδικὸν βιβλίον εἰς τὸ ὁποῖον θὰ καταχωρίζωνται αἱ παρατηρήσεις τῶν ὀργάνων ὑγειονομικοῦ ἐλέγχου. (421, 428, 605, 493)
section-heading: ΚΑΤΑΣΧΕΣΙΣ ΕΦΗΜΕΡΙΔΟΣ (798, 584, 974, 599)
article-text: ΟΥΑΣΙΓΚΤΩΝ, 27. (Ἀσ. Πρές).— Ἁρμόδιοι κύκλοι τοῦ Στέιτ Ντηπάρτμεντ ἐδήλωσαν ὅτι ὁ λόγος τοῦ προέδρου Τίτο ἐνώπιον τῆς Ὁμοσπονδιακῆς Συνελεύσεως δὲν προσθέτει νέον τι στοιχεῖον ὡς πρὸς τὴν θέσιν τῆς Γιουγκοσλαβίας ἔναντι τῶν δύο συνασπισμῶν. Ἡ πολιτικὴ τῆς οὐδετερότητος παραμένει ἀμετάβλητος. (43, 835, 405, 889)
headline: ΜΙΚΡΑΙ ΕΙΔΗΣΕΙΣ ΕΞ ΑΘΗΝΩΝ ΧΩΡΙΣ ΤΙΤΛΟΝ (1186, 820, 1531, 837)
article-text: Ἰσχυραὶ δυνάμεις ἀστυνομίας καὶ χωροφυλακῆς φρουροῦν τὰ δημόσια κτίρια τῶν Βρυξελλῶν. Ὁ σιδηροδρομικὸς σταθμὸς κατελήφθη ὑπὸ στρατιωτικῶν τμημάτων. Εἰς τὰς ἄλλας πόλεις ἡ κατάστασις παραμένει τεταμένη, οἱ δὲ δήμαρχοι τῶν σοσιαλιστικῶν δήμων ἐδήλωσαν ὅτι θὰ ὑποστηρίξουν τοὺς ἀπεργούς. (801, 897, 971, 995)
divider (418, 1055, 608, 1056)
article-text: ΜΟΣΧΑ, 27. (Ἀσ. Πρές).— Ἡ Σοβιετικὴ Ἕνωσις θὰ χορηγήσῃ εἰς τὴν Γκάναν δάνειον 160 ἑκατομμυρίων ρουβλίων διὰ τὴν ἐκτέλεσιν ἔργων βιομηχανικῆς ἀναπτύξεως. (421, 1089, 605, 1143)
divider (40, 1119, 408, 1121)
article-text: ΑΘΗΝΑΙ, 27. —Ἡ ἀρνητικὴ ψῆφος τῆς Ἑλλάδος ἐπὶ τοῦ ψηφίσματος διὰ τὴν Ἀλγερίαν εἰς τὸν ΟΗΕ θὰ ἀποτελέσῃ ἀντικείμενον συζητήσεως εἰς τὴν Βουλήν. Ἡ ἀντιπολίτευσις ἐζήτησε σχετικὰς ἐξηγήσεις ἀπὸ τὴν Κυβέρνησιν, ἡ ὁποία θὰ ἐκθέσῃ τοὺς λόγους διὰ τοὺς ὁποίους ἐψήφισεν οὕτω. (43, 951, 405, 994)
section-heading: ΕΙΣ ΤΟ ΑΕΡΟΔΡΟΜΙΟΝ (994, 465, 1142, 480)
article-text: Ἰσχυραὶ δυνάμεις ἀστυνομίας καὶ χωροφυλακῆς φρουροῦν τὰ δημόσια κτίρια τῶν Βρυξελλῶν. Ὁ σιδηροδρομικὸς σταθμὸς κατελήφθη ὑπὸ στρατιωτικῶν τμημάτων. Εἰς τὰς ἄλλας πόλεις ἡ κατάστασις παραμένει τεταμένη, οἱ δὲ δήμαρχοι τῶν σοσιαλιστικῶν δήμων ἐδήλωσαν ὅτι θὰ ὑποστηρίξουν τοὺς ἀπεργούς. (983, 483, 1153, 581)
headline: ΕΙΔΙΚΟΝ ΒΙΒΛΙΟΝ ΕΙΣ ΤΑ ΚΑΤΑΣΤΗΜΑΤΑ ΔΙΑ ΠΑΡΑΤΗΡΗΣΕΙΣ ΥΓΕΙΟΝΟΜΙΚΟΥ ΕΛΕΓΧΟΥ (429, 373, 597, 426)
article-text: Ἰσχυραὶ δυνάμεις ἀστυνομίας καὶ χωροφυλακῆς φρουροῦν τὰ δημόσια κτίρια τῶν Βρυξελλῶν. Ὁ σιδηροδρομικὸς σταθμὸς κατελήφθη ὑπὸ στρατιωτικῶν τμημάτων. Εἰς τὰς ἄλλας πόλεις ἡ κατάστασις παραμένει τεταμένη, οἱ δὲ δήμαρχοι τῶν σοσιαλιστικῶν δήμων ἐδήλωσαν ὅτι θὰ ὑποστηρίξουν τοὺς ἀπεργούς. (619, 625, 789, 723)
